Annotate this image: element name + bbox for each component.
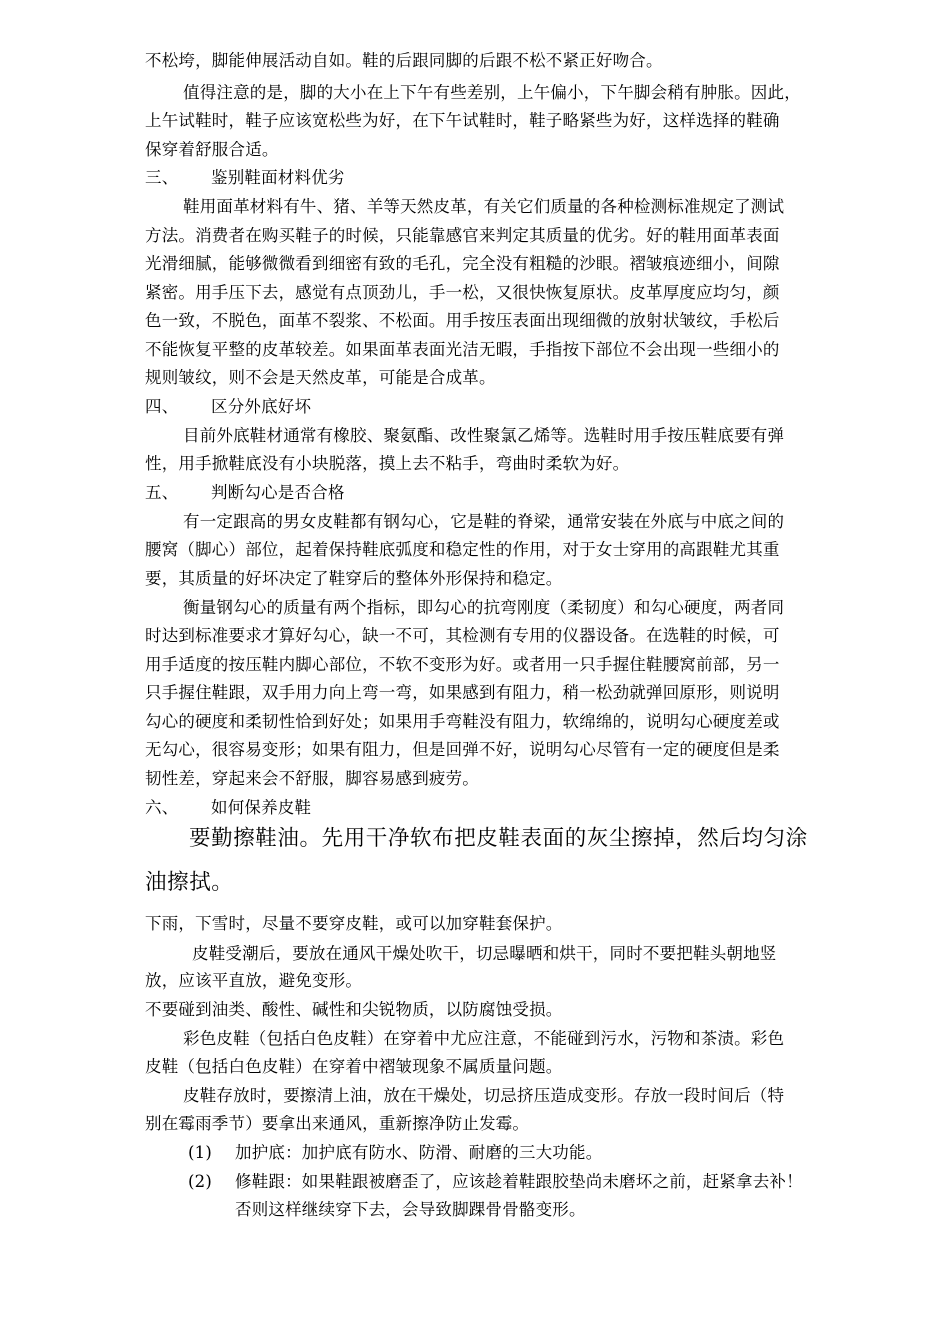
paragraph-line: 韧性差，穿起来会不舒服，脚容易感到疲劳。 [145, 769, 479, 788]
section-number: 五、 [145, 483, 179, 502]
paragraph-line: 皮鞋存放时，要擦清上油，放在干燥处，切忌挤压造成变形。存放一段时间后（特 [183, 1086, 785, 1105]
paragraph-line: 衡量钢勾心的质量有两个指标，即勾心的抗弯刚度（柔韧度）和勾心硬度，两者同 [183, 598, 785, 617]
paragraph-line: 不松垮，脚能伸展活动自如。鞋的后跟同脚的后跟不松不紧正好吻合。 [145, 51, 663, 70]
section-number: 六、 [145, 798, 179, 817]
paragraph-line: 要勤擦鞋油。先用干净软布把皮鞋表面的灰尘擦掉，然后均匀涂 [189, 826, 808, 851]
paragraph-line: 勾心的硬度和柔韧性恰到好处；如果用手弯鞋没有阻力，软绵绵的，说明勾心硬度差或 [145, 712, 780, 731]
paragraph-line: 皮鞋受潮后，要放在通风干燥处吹干，切忌曝晒和烘干，同时不要把鞋头朝地竖 [192, 944, 777, 963]
section-heading [145, 482, 885, 504]
paragraph-line: 规则皱纹，则不会是天然皮革，可能是合成革。 [145, 368, 496, 387]
paragraph-line: 无勾心，很容易变形；如果有阻力，但是回弹不好，说明勾心尽管有一定的硬度但是柔 [145, 740, 780, 759]
list-item [188, 1171, 888, 1193]
paragraph-line: 目前外底鞋材通常有橡胶、聚氨酯、改性聚氯乙烯等。选鞋时用手按压鞋底要有弹 [183, 426, 785, 445]
paragraph-line: 上午试鞋时，鞋子应该宽松些为好，在下午试鞋时，鞋子略紧些为好，这样选择的鞋确 [145, 111, 780, 130]
paragraph-line: 色一致，不脱色，面革不裂浆、不松面。用手按压表面出现细微的放射状皱纹，手松后 [145, 311, 780, 330]
section-heading [145, 396, 885, 418]
paragraph-line: 腰窝（脚心）部位，起着保持鞋底弧度和稳定性的作用，对于女士穿用的高跟鞋尤其重 [145, 540, 780, 559]
paragraph-line: 油擦拭。 [145, 870, 234, 895]
section-number: 四、 [145, 397, 179, 416]
paragraph-line: 紧密。用手压下去，感觉有点顶劲儿，手一松，又很快恢复原状。皮革厚度应均匀，颜 [145, 283, 780, 302]
list-item-text: 加护底：加护底有防水、防滑、耐磨的三大功能。 [235, 1143, 603, 1162]
section-heading [145, 167, 885, 189]
list-item-number: (2) [188, 1172, 212, 1191]
section-heading [145, 797, 885, 819]
paragraph-line: 只手握住鞋跟，双手用力向上弯一弯，如果感到有阻力，稍一松劲就弹回原形，则说明 [145, 683, 780, 702]
paragraph-line: 别在霉雨季节）要拿出来通风，重新擦净防止发霉。 [145, 1114, 530, 1133]
paragraph-line: 鞋用面革材料有牛、猪、羊等天然皮革，有关它们质量的各种检测标准规定了测试 [183, 197, 785, 216]
list-item-text: 修鞋跟：如果鞋跟被磨歪了，应该趁着鞋跟胶垫尚未磨坏之前，赶紧拿去补！ [235, 1172, 803, 1191]
paragraph-line: 彩色皮鞋（包括白色皮鞋）在穿着中尤应注意，不能碰到污水，污物和茶渍。彩色 [183, 1029, 785, 1048]
paragraph-line: 放，应该平直放，避免变形。 [145, 971, 363, 990]
list-item [188, 1142, 888, 1164]
list-item-number: (1) [188, 1143, 212, 1162]
paragraph-line: 保穿着舒服合适。 [145, 140, 279, 159]
paragraph-line: 方法。消费者在购买鞋子的时候，只能靠感官来判定其质量的优劣。好的鞋用面革表面 [145, 226, 780, 245]
paragraph-line: 皮鞋（包括白色皮鞋）在穿着中褶皱现象不属质量问题。 [145, 1057, 563, 1076]
paragraph-line: 性，用手掀鞋底没有小块脱落，摸上去不粘手，弯曲时柔软为好。 [145, 454, 630, 473]
section-title: 区分外底好坏 [211, 397, 312, 416]
paragraph-line: 下雨，下雪时，尽量不要穿皮鞋，或可以加穿鞋套保护。 [145, 914, 563, 933]
paragraph-line: 要，其质量的好坏决定了鞋穿后的整体外形保持和稳定。 [145, 569, 563, 588]
paragraph-line: 不要碰到油类、酸性、碱性和尖锐物质，以防腐蚀受损。 [145, 1000, 563, 1019]
paragraph-line: 有一定跟高的男女皮鞋都有钢勾心，它是鞋的脊梁，通常安装在外底与中底之间的 [183, 512, 785, 531]
paragraph-line: 不能恢复平整的皮革较差。如果面革表面光洁无暇，手指按下部位不会出现一些细小的 [145, 340, 780, 359]
paragraph-line: 否则这样继续穿下去，会导致脚踝骨骨骼变形。 [235, 1200, 586, 1219]
section-number: 三、 [145, 168, 179, 187]
paragraph-line: 时达到标准要求才算好勾心，缺一不可，其检测有专用的仪器设备。在选鞋的时候，可 [145, 626, 780, 645]
section-title: 鉴别鞋面材料优劣 [211, 168, 345, 187]
paragraph-line: 值得注意的是，脚的大小在上下午有些差别，上午偏小，下午脚会稍有肿胀。因此， [183, 83, 801, 102]
section-title: 判断勾心是否合格 [211, 483, 345, 502]
paragraph-line: 用手适度的按压鞋内脚心部位，不软不变形为好。或者用一只手握住鞋腰窝前部，另一 [145, 655, 780, 674]
section-title: 如何保养皮鞋 [211, 798, 312, 817]
paragraph-line: 光滑细腻，能够微微看到细密有致的毛孔，完全没有粗糙的沙眼。褶皱痕迹细小，间隙 [145, 254, 780, 273]
